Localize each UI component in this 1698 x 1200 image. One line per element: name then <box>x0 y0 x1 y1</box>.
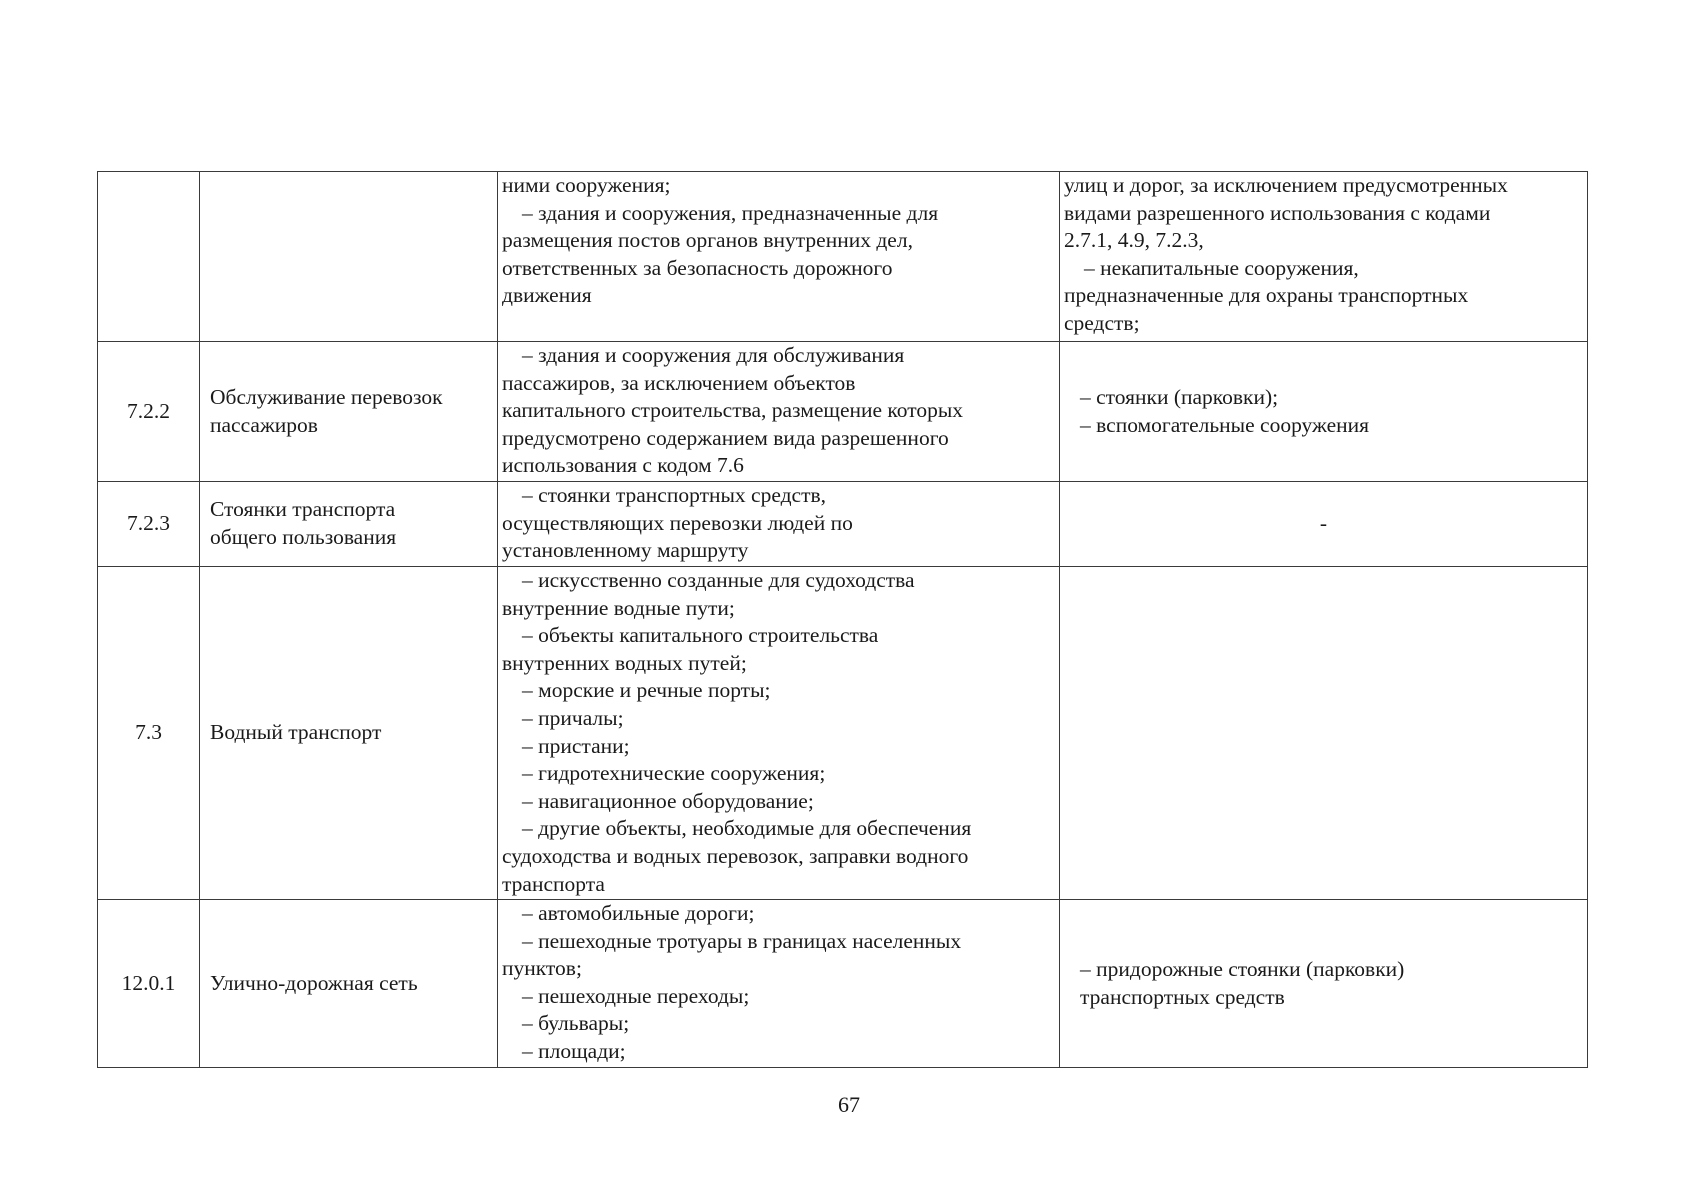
use-code: 7.3 <box>135 720 162 745</box>
auxiliary-uses-cell <box>1060 172 1588 342</box>
table-row <box>98 567 1588 900</box>
main-use-line: – морские и речные порты; <box>522 678 771 703</box>
auxiliary-uses-cell <box>1060 567 1588 900</box>
land-use-table <box>97 171 1588 1068</box>
main-use-line: – объекты капитального строительства <box>522 623 879 648</box>
use-name-line: Улично-дорожная сеть <box>210 970 418 995</box>
code-cell <box>98 172 200 342</box>
code-cell <box>98 900 200 1068</box>
main-use-line: установленному маршруту <box>502 538 749 563</box>
main-use-line: – автомобильные дороги; <box>522 901 755 925</box>
auxiliary-uses-cell <box>1060 900 1588 1068</box>
main-use-line: – пешеходные тротуары в границах населенных <box>522 928 962 953</box>
main-use-line: транспорта <box>502 871 605 896</box>
use-name-line: Водный транспорт <box>210 720 382 745</box>
main-use-line: капитального строительства, размещение которых <box>502 398 964 423</box>
name-cell <box>200 172 498 342</box>
aux-use-line: – некапитальные сооружения, <box>1084 255 1359 280</box>
main-use-line: ними сооружения; <box>502 173 671 197</box>
table-row <box>98 900 1588 1068</box>
code-cell <box>98 482 200 567</box>
main-use-line: – пешеходные переходы; <box>522 983 750 1008</box>
aux-use-line: улиц и дорог, за исключением предусмотренных <box>1064 173 1508 197</box>
main-use-line: – бульвары; <box>522 1011 630 1036</box>
main-use-line: – площади; <box>522 1038 626 1063</box>
main-use-line: – гидротехнические сооружения; <box>522 761 826 786</box>
table-row <box>98 342 1588 482</box>
auxiliary-uses-cell <box>1060 482 1588 567</box>
main-use-line: предусмотрено содержанием вида разрешенного <box>502 425 949 450</box>
code-cell <box>98 342 200 482</box>
main-use-line: – навигационное оборудование; <box>522 788 814 813</box>
main-use-line: пунктов; <box>502 956 582 981</box>
main-use-line: – стоянки транспортных средств, <box>522 483 826 507</box>
auxiliary-uses-cell <box>1060 342 1588 482</box>
table-row <box>98 482 1588 567</box>
use-code: 12.0.1 <box>121 970 176 995</box>
main-use-line: – искусственно созданные для судоходства <box>522 568 915 592</box>
main-use-line: ответственных за безопасность дорожного <box>502 255 893 280</box>
main-uses-cell <box>498 342 1060 482</box>
main-use-line: движения <box>502 283 592 308</box>
main-use-line: использования с кодом 7.6 <box>502 453 744 478</box>
name-cell <box>200 482 498 567</box>
aux-use-line: – вспомогательные сооружения <box>1080 412 1370 437</box>
use-name-line: общего пользования <box>210 525 397 549</box>
main-uses-cell <box>498 567 1060 900</box>
name-cell <box>200 900 498 1068</box>
use-name-line: пассажиров <box>210 412 318 437</box>
main-use-line: – другие объекты, необходимые для обеспечения <box>522 816 972 841</box>
main-use-line: внутренних водных путей; <box>502 650 747 675</box>
main-uses-cell <box>498 482 1060 567</box>
use-code: 7.2.3 <box>127 511 170 536</box>
aux-use-line: 2.7.1, 4.9, 7.2.3, <box>1064 228 1204 253</box>
main-use-line: осуществляющих перевозки людей по <box>502 510 853 535</box>
table-row <box>98 172 1588 342</box>
aux-use-line: - <box>1319 511 1328 536</box>
name-cell <box>200 567 498 900</box>
code-cell <box>98 567 200 900</box>
name-cell <box>200 342 498 482</box>
main-uses-cell <box>498 900 1060 1068</box>
aux-use-line: транспортных средств <box>1080 984 1285 1009</box>
use-name-line: Стоянки транспорта <box>210 497 396 522</box>
main-use-line: – здания и сооружения, предназначенные для <box>522 200 939 225</box>
use-code: 7.2.2 <box>127 398 170 423</box>
main-use-line: – пристани; <box>522 733 630 758</box>
main-use-line: внутренние водные пути; <box>502 595 735 620</box>
main-use-line: – здания и сооружения для обслуживания <box>522 343 905 367</box>
aux-use-line: предназначенные для охраны транспортных <box>1064 283 1469 308</box>
main-uses-cell <box>498 172 1060 342</box>
page-number: 67 <box>838 1092 860 1117</box>
main-use-line: – причалы; <box>522 705 624 730</box>
aux-use-line: видами разрешенного использования с кодами <box>1064 200 1491 225</box>
use-name-line: Обслуживание перевозок <box>210 384 443 409</box>
aux-use-line: – придорожные стоянки (парковки) <box>1080 956 1405 981</box>
aux-use-line: средств; <box>1064 310 1140 335</box>
main-use-line: судоходства и водных перевозок, заправки водного <box>502 843 969 868</box>
aux-use-line: – стоянки (парковки); <box>1080 384 1279 409</box>
main-use-line: размещения постов органов внутренних дел, <box>502 228 913 253</box>
main-use-line: пассажиров, за исключением объектов <box>502 370 856 395</box>
